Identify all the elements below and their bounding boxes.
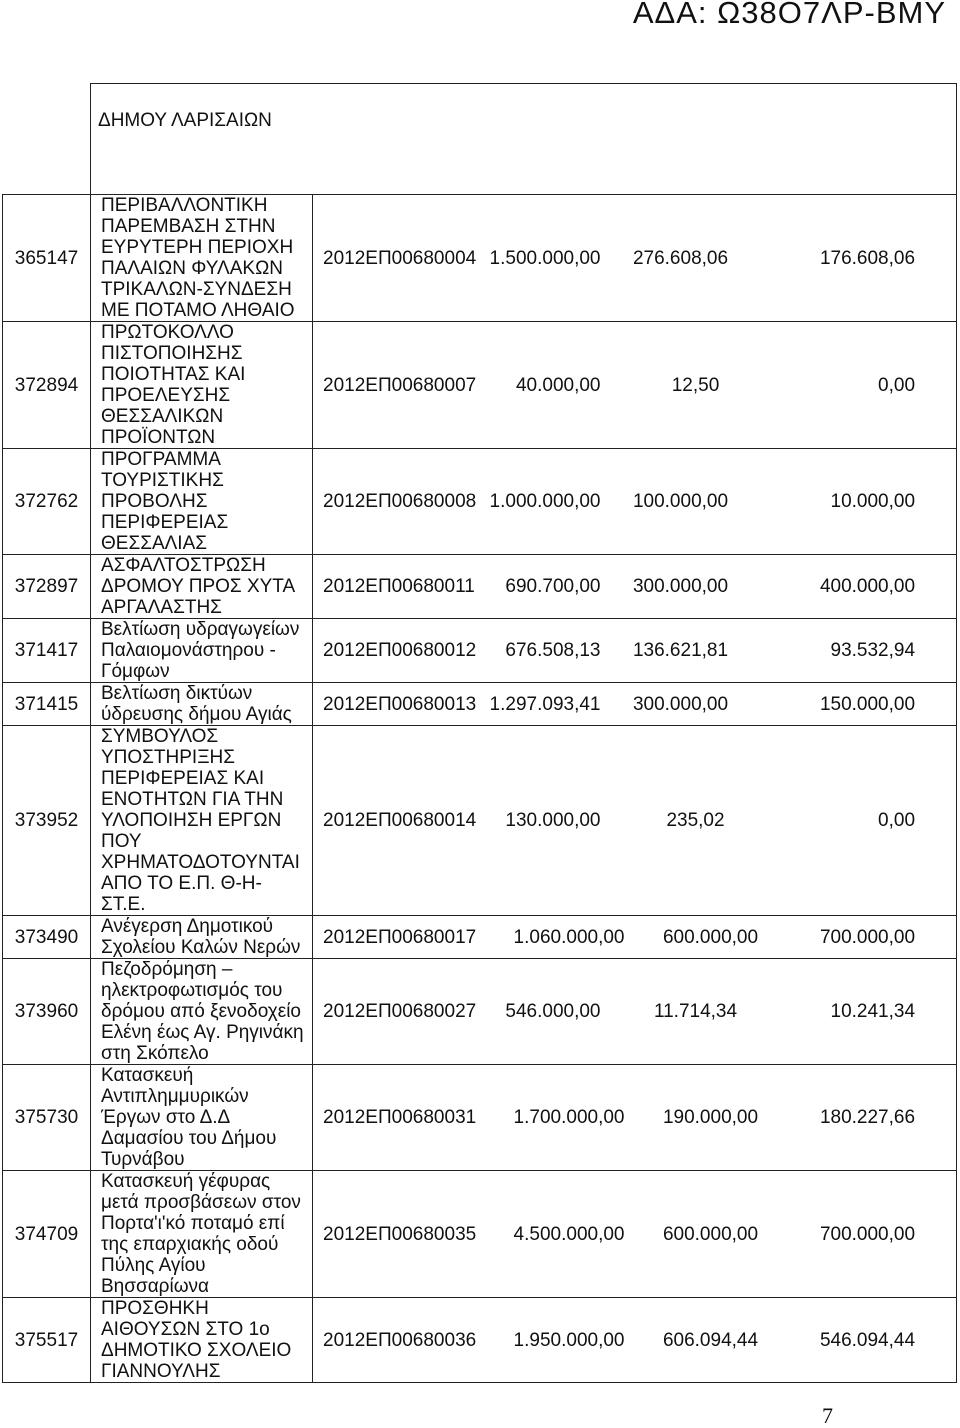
project-description: ΣΥΜΒΟΥΛΟΣ ΥΠΟΣΤΗΡΙΞΗΣ ΠΕΡΙΦΕΡΕΙΑΣ ΚΑΙ ΕΝΟΤΗΤΩΝ ΓΙΑ ΤΗΝ ΥΛΟΠΟΙΗΣΗ ΕΡΓΩΝ ΠΟΥ ΧΡΗΜΑΤΟΔΟΤΟΥΝΤΑΙ ΑΠΟ ΤΟ Ε.Π. Θ-Η- ΣΤ.Ε.	[91, 726, 313, 916]
amount-1: 1.950.000,00	[481, 1298, 631, 1383]
amount-3: 10.241,34	[761, 959, 957, 1065]
amount-1: 1.060.000,00	[481, 916, 631, 959]
page-number: 7	[822, 1403, 833, 1428]
amount-3: 150.000,00	[761, 683, 957, 726]
project-description: ΠΡΩΤΟΚΟΛΛΟ ΠΙΣΤΟΠΟΙΗΣΗΣ ΠΟΙΟΤΗΤΑΣ ΚΑΙ ΠΡΟΕΛΕΥΣΗΣ ΘΕΣΣΑΛΙΚΩΝ ΠΡΟΪΟΝΤΩΝ	[91, 322, 313, 449]
project-id: 371415	[3, 683, 91, 726]
amount-2: 136.621,81	[631, 619, 761, 683]
table-title-row	[3, 84, 957, 195]
title-row-spacer	[3, 84, 91, 195]
amount-2: 12,50	[631, 322, 761, 449]
amount-1: 676.508,13	[481, 619, 631, 683]
project-id: 372762	[3, 449, 91, 555]
ada-code: ΑΔΑ: Ω38Ο7ΛΡ-ΒΜΥ	[632, 0, 946, 30]
amount-2: 11.714,34	[631, 959, 761, 1065]
table-body	[3, 84, 957, 1383]
table-row	[3, 449, 957, 555]
amount-3: 0,00	[761, 726, 957, 916]
project-description: Κατασκευή Αντιπλημμυρικών Έργων στο Δ.Δ Δαμασίου του Δήμου Τυρνάβου	[91, 1065, 313, 1171]
project-code: 2012ΕΠ00680031	[313, 1065, 481, 1171]
amount-3: 180.227,66	[761, 1065, 957, 1171]
table-row	[3, 322, 957, 449]
amount-2: 235,02	[631, 726, 761, 916]
project-code: 2012ΕΠ00680036	[313, 1298, 481, 1383]
project-id: 374709	[3, 1171, 91, 1298]
amount-2: 100.000,00	[631, 449, 761, 555]
project-id: 365147	[3, 195, 91, 322]
amount-3: 93.532,94	[761, 619, 957, 683]
project-code: 2012ΕΠ00680017	[313, 916, 481, 959]
amount-1: 40.000,00	[481, 322, 631, 449]
table-row	[3, 555, 957, 619]
project-description: ΠΕΡΙΒΑΛΛΟΝΤΙΚΗ ΠΑΡΕΜΒΑΣΗ ΣΤΗΝ ΕΥΡΥΤΕΡΗ ΠΕΡΙΟΧΗ ΠΑΛΑΙΩΝ ΦΥΛΑΚΩΝ ΤΡΙΚΑΛΩΝ-ΣΥΝΔΕΣΗ ΜΕ ΠΟΤΑΜΟ ΛΗΘΑΙΟ	[91, 195, 313, 322]
table-row	[3, 683, 957, 726]
project-id: 371417	[3, 619, 91, 683]
project-code: 2012ΕΠ00680013	[313, 683, 481, 726]
project-id: 373490	[3, 916, 91, 959]
project-description: Πεζοδρόμηση – ηλεκτροφωτισμός του δρόμου από ξενοδοχείο Ελένη έως Αγ. Ρηγινάκη στη Σκόπελο	[91, 959, 313, 1065]
amount-1: 1.000.000,00	[481, 449, 631, 555]
project-description: Βελτίωση δικτύων ύδρευσης δήμου Αγιάς	[91, 683, 313, 726]
project-code: 2012ΕΠ00680007	[313, 322, 481, 449]
project-code: 2012ΕΠ00680012	[313, 619, 481, 683]
project-code: 2012ΕΠ00680014	[313, 726, 481, 916]
amount-2: 300.000,00	[631, 555, 761, 619]
project-code: 2012ΕΠ00680027	[313, 959, 481, 1065]
amount-3: 400.000,00	[761, 555, 957, 619]
municipality-title: ΔΗΜΟΥ ΛΑΡΙΣΑΙΩΝ	[98, 110, 272, 131]
amount-1: 1.297.093,41	[481, 683, 631, 726]
project-id: 373952	[3, 726, 91, 916]
project-code: 2012ΕΠ00680008	[313, 449, 481, 555]
project-id: 372897	[3, 555, 91, 619]
amount-2: 600.000,00	[631, 916, 761, 959]
amount-2: 276.608,06	[631, 195, 761, 322]
project-id: 375517	[3, 1298, 91, 1383]
amount-3: 0,00	[761, 322, 957, 449]
project-id: 375730	[3, 1065, 91, 1171]
table-row	[3, 726, 957, 916]
amount-1: 1.700.000,00	[481, 1065, 631, 1171]
table-row	[3, 916, 957, 959]
project-description: ΠΡΟΓΡΑΜΜΑ ΤΟΥΡΙΣΤΙΚΗΣ ΠΡΟΒΟΛΗΣ ΠΕΡΙΦΕΡΕΙΑΣ ΘΕΣΣΑΛΙΑΣ	[91, 449, 313, 555]
amount-3: 700.000,00	[761, 916, 957, 959]
amount-1: 690.700,00	[481, 555, 631, 619]
amount-2: 190.000,00	[631, 1065, 761, 1171]
amount-1: 1.500.000,00	[481, 195, 631, 322]
table-row	[3, 1065, 957, 1171]
project-code: 2012ΕΠ00680011	[313, 555, 481, 619]
table-row	[3, 1298, 957, 1383]
municipality-title-cell	[91, 84, 957, 195]
project-description: ΠΡΟΣΘΗΚΗ ΑΙΘΟΥΣΩΝ ΣΤΟ 1ο ΔΗΜΟΤΙΚΟ ΣΧΟΛΕΙΟ ΓΙΑΝΝΟΥΛΗΣ	[91, 1298, 313, 1383]
amount-1: 546.000,00	[481, 959, 631, 1065]
table-row	[3, 1171, 957, 1298]
project-description: Βελτίωση υδραγωγείων Παλαιομονάστηρου - Γόμφων	[91, 619, 313, 683]
amount-2: 606.094,44	[631, 1298, 761, 1383]
project-code: 2012ΕΠ00680004	[313, 195, 481, 322]
project-code: 2012ΕΠ00680035	[313, 1171, 481, 1298]
table-row	[3, 959, 957, 1065]
amount-3: 700.000,00	[761, 1171, 957, 1298]
project-description: Ανέγερση Δημοτικού Σχολείου Καλών Νερών	[91, 916, 313, 959]
project-description: ΑΣΦΑΛΤΟΣΤΡΩΣΗ ΔΡΟΜΟΥ ΠΡΟΣ ΧΥΤΑ ΑΡΓΑΛΑΣΤΗΣ	[91, 555, 313, 619]
amount-3: 546.094,44	[761, 1298, 957, 1383]
project-id: 372894	[3, 322, 91, 449]
project-id: 373960	[3, 959, 91, 1065]
table-row	[3, 619, 957, 683]
amount-2: 600.000,00	[631, 1171, 761, 1298]
amount-1: 4.500.000,00	[481, 1171, 631, 1298]
amount-1: 130.000,00	[481, 726, 631, 916]
amount-2: 300.000,00	[631, 683, 761, 726]
amount-3: 10.000,00	[761, 449, 957, 555]
amount-3: 176.608,06	[761, 195, 957, 322]
projects-table	[2, 83, 957, 1383]
table-row	[3, 195, 957, 322]
project-description: Κατασκευή γέφυρας μετά προσβάσεων στον Πορτα'ι'κό ποταμό επί της επαρχιακής οδού Πύλης Αγίου Βησσαρίωνα	[91, 1171, 313, 1298]
